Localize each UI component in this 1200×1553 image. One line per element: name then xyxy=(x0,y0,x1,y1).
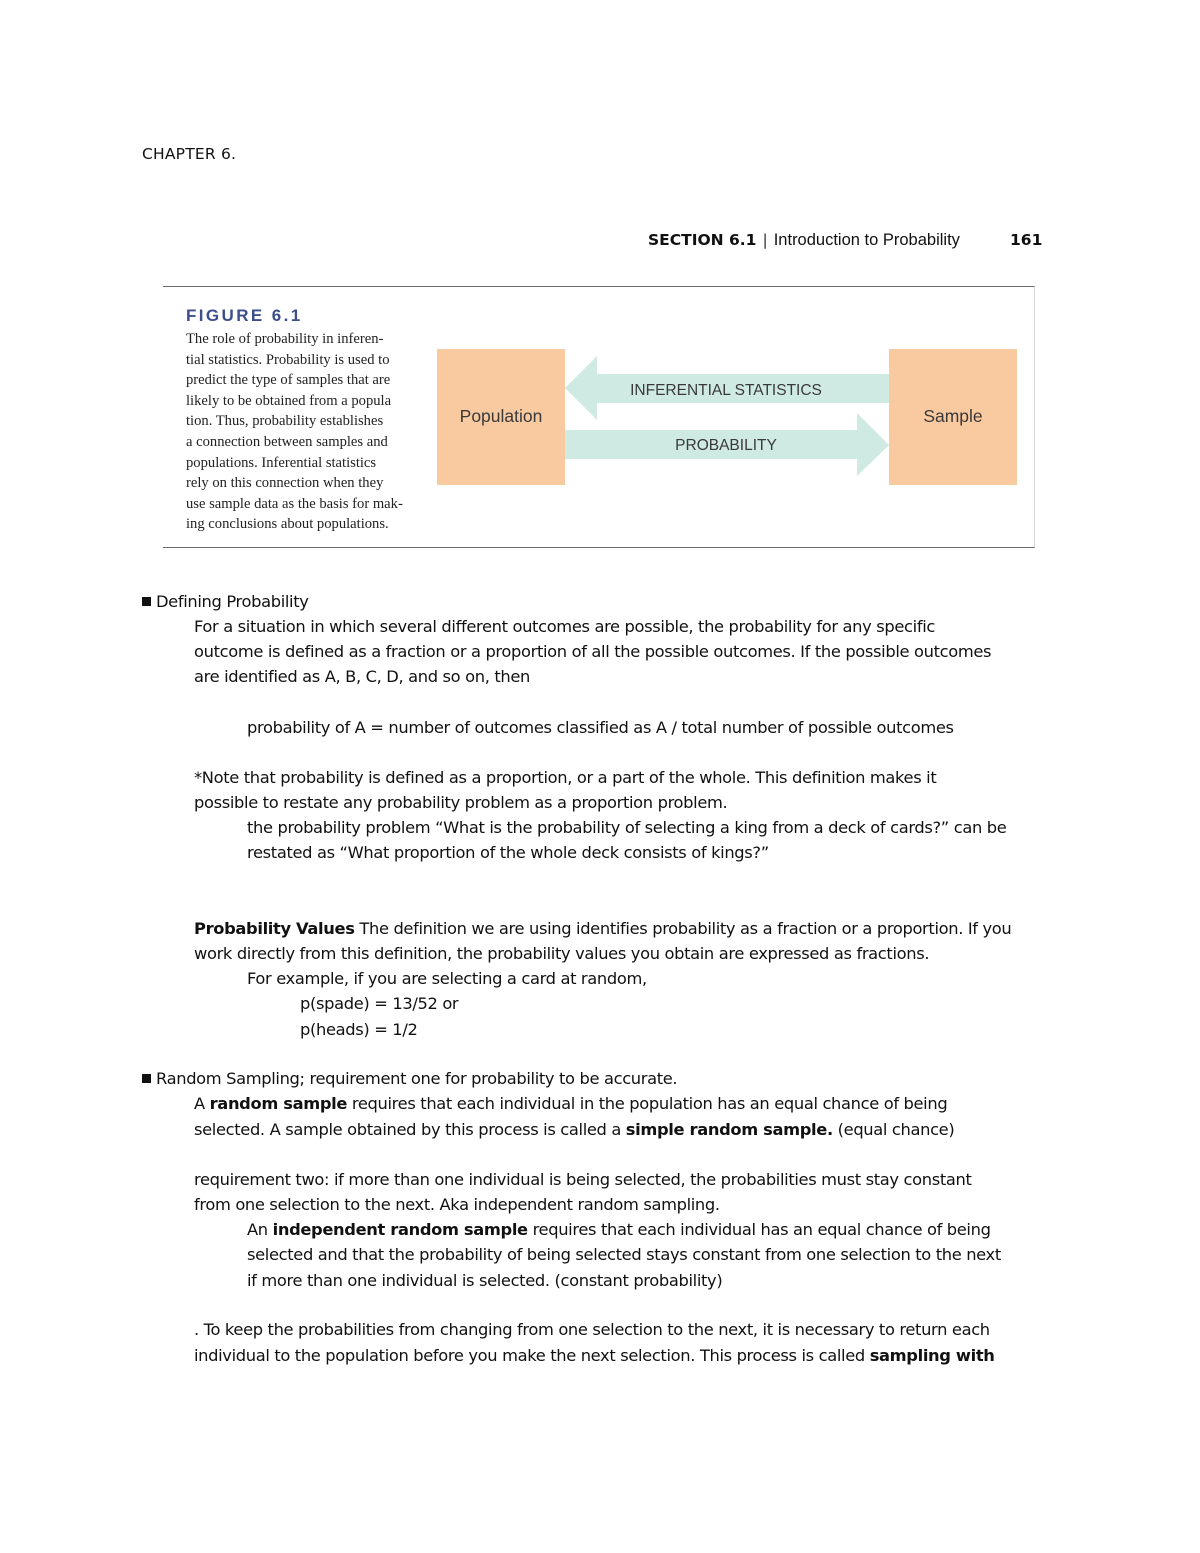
chapter-heading: CHAPTER 6. xyxy=(142,145,237,163)
probability-label: PROBABILITY xyxy=(675,437,777,454)
caption-line: populations. Inferential statistics xyxy=(186,454,377,471)
inferential-label: INFERENTIAL STATISTICS xyxy=(630,382,822,399)
sampling-with-term: sampling with xyxy=(869,1346,995,1365)
note-line: *Note that probability is defined as a proportion, or a part of the whole. This definition makes it xyxy=(194,768,937,787)
requirement-two-line: requirement two: if more than one individual is being selected, the probabilities must stay constant xyxy=(194,1170,972,1189)
random-sample-line: A random sample requires that each individual in the population has an equal chance of being xyxy=(194,1094,948,1113)
figure-caption xyxy=(186,329,426,535)
section-title: Introduction to Probability xyxy=(773,231,960,249)
random-sampling-heading: Random Sampling; requirement one for probability to be accurate. xyxy=(142,1069,677,1088)
square-bullet-icon xyxy=(142,1074,151,1083)
header-separator: | xyxy=(762,231,768,249)
independent-sample-line: selected and that the probability of being selected stays constant from one selection to the next xyxy=(247,1245,1001,1264)
caption-line: rely on this connection when they xyxy=(186,475,384,492)
caption-line: ing conclusions about populations. xyxy=(186,516,389,533)
random-sample-line: selected. A sample obtained by this process is called a simple random sample. (equal chance) xyxy=(194,1120,955,1139)
probability-diagram xyxy=(437,348,1019,492)
example-line: the probability problem “What is the probability of selecting a king from a deck of cards?” can be xyxy=(247,818,1007,837)
population-label: Population xyxy=(459,406,543,426)
defining-line: are identified as A, B, C, D, and so on, then xyxy=(194,667,530,686)
caption-line: a connection between samples and xyxy=(186,433,388,450)
example-line: restated as “What proportion of the whole deck consists of kings?” xyxy=(247,843,769,862)
sample-label: Sample xyxy=(923,406,983,426)
probability-values-line: Probability Values The definition we are using identifies probability as a fraction or a proportion. If you xyxy=(194,919,1012,938)
running-header xyxy=(648,231,1043,250)
caption-line: likely to be obtained from a popula xyxy=(186,392,392,409)
caption-line: The role of probability in inferen- xyxy=(186,331,384,347)
p-heads: p(heads) = 1/2 xyxy=(300,1020,418,1039)
caption-line: tion. Thus, probability establishes xyxy=(186,413,384,430)
simple-random-sample-term: simple random sample. xyxy=(625,1120,833,1139)
independent-random-sample-term: independent random sample xyxy=(272,1220,528,1239)
defining-probability-heading: Defining Probability xyxy=(142,592,309,611)
note-line: possible to restate any probability problem as a proportion problem. xyxy=(194,793,728,812)
probability-values-line: work directly from this definition, the probability values you obtain are expressed as fractions. xyxy=(194,944,930,963)
section-label: SECTION 6.1 xyxy=(648,231,757,249)
page-number: 161 xyxy=(1010,231,1043,249)
p-spade: p(spade) = 13/52 or xyxy=(300,994,459,1013)
figure-label: FIGURE 6.1 xyxy=(186,306,303,325)
random-sample-term: random sample xyxy=(209,1094,348,1113)
caption-line: predict the type of samples that are xyxy=(186,372,391,389)
independent-sample-line: An independent random sample requires that each individual has an equal chance of being xyxy=(247,1220,991,1239)
independent-sample-line: if more than one individual is selected. (constant probability) xyxy=(247,1271,723,1290)
defining-line: outcome is defined as a fraction or a proportion of all the possible outcomes. If the possible outcomes xyxy=(194,642,992,661)
probability-values-term: Probability Values xyxy=(194,919,355,938)
caption-line: tial statistics. Probability is used to xyxy=(186,351,390,368)
requirement-two-line: from one selection to the next. Aka independent random sampling. xyxy=(194,1195,720,1214)
sampling-with-replacement-line: individual to the population before you make the next selection. This process is called sampling with xyxy=(194,1346,995,1365)
square-bullet-icon xyxy=(142,597,151,606)
for-example-line: For example, if you are selecting a card at random, xyxy=(247,969,647,988)
defining-line: For a situation in which several different outcomes are possible, the probability for any specific xyxy=(194,617,935,636)
probability-formula: probability of A = number of outcomes classified as A / total number of possible outcomes xyxy=(247,718,954,737)
sampling-with-replacement-line: . To keep the probabilities from changing from one selection to the next, it is necessary to return each xyxy=(194,1320,990,1339)
caption-line: use sample data as the basis for mak- xyxy=(186,495,403,512)
